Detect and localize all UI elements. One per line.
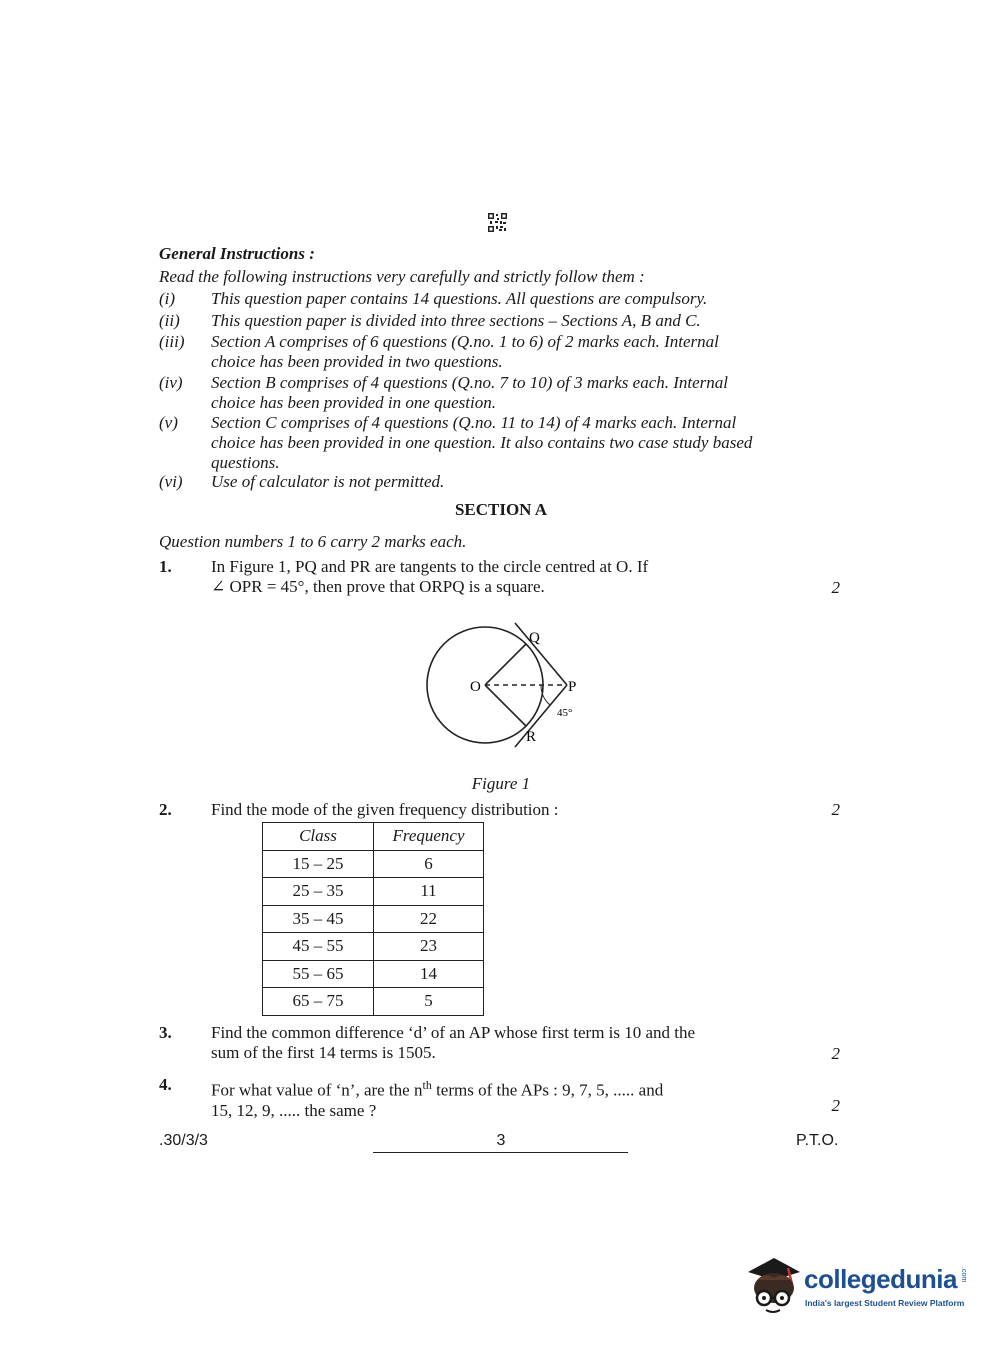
collegedunia-logo: [744, 1250, 974, 1320]
table-cell: 14: [374, 960, 484, 988]
table-row: [263, 933, 484, 961]
question-marks: 2: [831, 578, 840, 597]
instruction-number: (iii): [159, 332, 185, 351]
instructions-intro: Read the following instructions very carefully and strictly follow them :: [159, 267, 645, 286]
instruction-number: (i): [159, 289, 176, 308]
question-marks: 2: [831, 1044, 840, 1063]
instruction-number: (iv): [159, 373, 183, 392]
table-cell: 55 – 65: [263, 960, 374, 988]
section-title: SECTION A: [454, 500, 548, 519]
table-row: [263, 988, 484, 1016]
logo-tagline: India's largest Student Review Platform: [805, 1298, 965, 1308]
table-row: [263, 850, 484, 878]
question-text: Find the mode of the given frequency distribution :: [211, 800, 559, 819]
instruction-text: Use of calculator is not permitted.: [211, 472, 445, 491]
page-number: 3: [496, 1132, 506, 1149]
table-header: Frequency: [374, 823, 484, 851]
table-cell: 25 – 35: [263, 878, 374, 906]
instruction-text: Section C comprises of 4 questions (Q.no. 11 to 14) of 4 marks each. Internal choice has been provided in one question. It also contains two case study based questions.: [211, 413, 753, 472]
question-number: 4.: [159, 1075, 172, 1094]
table-cell: 15 – 25: [263, 850, 374, 878]
question-number: 1.: [159, 557, 172, 576]
table-cell: 35 – 45: [263, 905, 374, 933]
radius-or: [485, 685, 526, 726]
logo-wordmark: collegedunia: [804, 1264, 957, 1294]
question-text: Find the common difference ‘d’ of an AP whose first term is 10 and the sum of the first 14 terms is 1505.: [211, 1023, 696, 1062]
instruction-text: This question paper contains 14 questions. All questions are compulsory.: [211, 289, 708, 308]
table-cell: 22: [374, 905, 484, 933]
label-o: O: [470, 679, 481, 695]
question-text: For what value of ‘n’, are the $n^{th}$ terms of the APs : 9, 7, 5, ..... and 15, 12, 9, ..... the same ?: [211, 1078, 664, 1120]
question-marks: 2: [831, 1096, 840, 1115]
instruction-number: (vi): [159, 472, 183, 491]
label-p: P: [568, 679, 577, 695]
table-cell: 45 – 55: [263, 933, 374, 961]
question-number: 2.: [159, 800, 172, 819]
instruction-text: This question paper is divided into three sections – Sections A, B and C.: [211, 311, 701, 330]
instructions-heading: General Instructions :: [159, 244, 315, 263]
logo-tld: .com: [960, 1267, 967, 1283]
question-number: 3.: [159, 1023, 172, 1042]
radius-oq: [485, 644, 526, 685]
label-q: Q: [529, 630, 540, 646]
label-r: R: [526, 729, 537, 745]
question-marks: 2: [831, 800, 840, 819]
table-header-row: [263, 823, 484, 851]
section-note: Question numbers 1 to 6 carry 2 marks each.: [159, 532, 467, 551]
table-cell: 23: [374, 933, 484, 961]
table-cell: 11: [374, 878, 484, 906]
label-angle: 45°: [557, 707, 573, 719]
table-cell: 65 – 75: [263, 988, 374, 1016]
instruction-number: (v): [159, 413, 178, 432]
instruction-text: Section B comprises of 4 questions (Q.no. 7 to 10) of 3 marks each. Internal choice has been provided in one question.: [211, 373, 729, 412]
table-row: [263, 878, 484, 906]
table-cell: 6: [374, 850, 484, 878]
mascot-icon: [744, 1250, 804, 1318]
footer-rule: [373, 1152, 628, 1153]
qr-code-icon: [488, 213, 507, 232]
question-text: In Figure 1, PQ and PR are tangents to the circle centred at O. If ∠ OPR = 45°, then prove that ORPQ is a square.: [211, 557, 649, 596]
table-cell: 5: [374, 988, 484, 1016]
paper-code: .30/3/3: [159, 1132, 208, 1149]
table-row: [263, 905, 484, 933]
instruction-number: (ii): [159, 311, 180, 330]
instruction-text: Section A comprises of 6 questions (Q.no. 1 to 6) of 2 marks each. Internal choice has been provided in two questions.: [211, 332, 719, 371]
figure-caption: Figure 1: [471, 774, 531, 793]
pto-label: P.T.O.: [796, 1132, 839, 1149]
figure-1-diagram: [415, 615, 595, 755]
frequency-table: [262, 822, 484, 1016]
table-header: Class: [263, 823, 374, 851]
tangent-pq: [515, 623, 567, 685]
table-row: [263, 960, 484, 988]
